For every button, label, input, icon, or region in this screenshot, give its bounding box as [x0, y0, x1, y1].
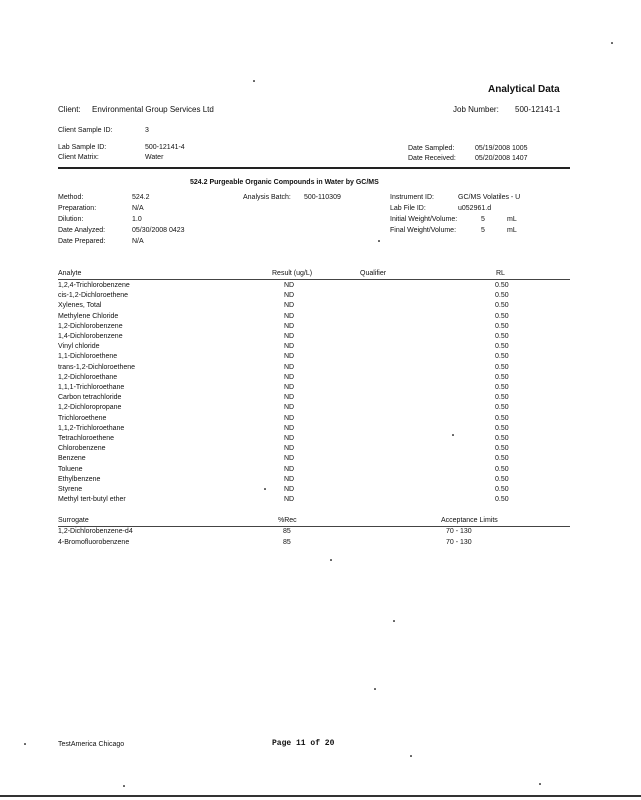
rl-value: 0.50 [495, 455, 509, 463]
rl-value: 0.50 [495, 475, 509, 483]
result-value: ND [284, 292, 295, 300]
scan-speck [410, 755, 412, 757]
instrument-id-label: Instrument ID: [390, 194, 434, 201]
result-value: ND [284, 465, 295, 473]
rl-value: 0.50 [495, 353, 509, 361]
date-prepared-label: Date Prepared: [58, 238, 106, 245]
rl-value: 0.50 [495, 373, 509, 381]
scan-speck [393, 620, 395, 622]
rl-value: 0.50 [495, 445, 509, 453]
instrument-id-value: GC/MS Volatiles - U [458, 194, 521, 201]
col-qualifier-header: Qualifier [360, 270, 387, 277]
analyte-name: Methyl tert-butyl ether [58, 496, 126, 504]
acceptance-limits: 70 - 130 [446, 528, 472, 535]
method-label: Method: [58, 194, 84, 201]
scan-speck [330, 559, 332, 561]
result-value: ND [284, 475, 295, 483]
analyte-name: Carbon tetrachloride [58, 394, 122, 402]
analyte-name: Benzene [58, 455, 86, 463]
client-sample-id-value: 3 [145, 127, 149, 134]
result-value: ND [284, 302, 295, 310]
analyte-name: Ethylbenzene [58, 475, 101, 483]
result-value: ND [284, 363, 295, 371]
result-value: ND [284, 496, 295, 504]
rl-value: 0.50 [495, 384, 509, 391]
result-value: ND [284, 394, 295, 402]
scan-speck [378, 240, 380, 242]
analyte-name: Tetrachloroethene [58, 435, 115, 442]
client-label: Client: [58, 105, 81, 114]
job-number-label: Job Number: [453, 105, 499, 114]
result-value: ND [284, 343, 295, 351]
result-value: ND [284, 282, 295, 289]
analyte-name: 1,1-Dichloroethene [58, 353, 118, 361]
col-rl-header: RL [496, 270, 505, 277]
analyte-name: 1,2,4-Trichlorobenzene [58, 282, 130, 289]
col-rec-header: %Rec [278, 517, 297, 524]
preparation-label: Preparation: [58, 205, 97, 212]
client-value: Environmental Group Services Ltd [92, 105, 214, 114]
analyte-name: Styrene [58, 486, 83, 493]
lab-sample-id-value: 500-12141-4 [145, 144, 185, 151]
rec-value: 85 [283, 528, 291, 535]
analyte-name: Vinyl chloride [58, 343, 100, 351]
rl-value: 0.50 [495, 424, 509, 432]
analysis-batch-label: Analysis Batch: [243, 194, 291, 201]
rl-value: 0.50 [495, 322, 509, 330]
analyte-name: 1,1,1-Trichloroethane [58, 384, 125, 391]
client-sample-id-label: Client Sample ID: [58, 127, 113, 134]
date-prepared-value: N/A [132, 238, 144, 245]
col-result-header: Result (ug/L) [272, 270, 313, 277]
col-acceptance-header: Acceptance Limits [441, 517, 498, 524]
rl-value: 0.50 [495, 394, 509, 402]
method-value: 524.2 [132, 194, 150, 201]
analysis-batch-value: 500-110309 [304, 194, 341, 201]
section-title: 524.2 Purgeable Organic Compounds in Water by GC/MS [190, 179, 379, 186]
header-divider [58, 167, 570, 169]
scan-speck [264, 488, 266, 490]
rl-value: 0.50 [495, 414, 509, 422]
final-volume-unit: mL [507, 227, 517, 234]
rl-value: 0.50 [495, 282, 509, 289]
result-value: ND [284, 445, 295, 453]
lab-sample-id-label: Lab Sample ID: [58, 144, 107, 151]
analyte-name: 1,1,2-Trichloroethane [58, 424, 125, 432]
rl-value: 0.50 [495, 404, 509, 412]
result-value: ND [284, 333, 295, 340]
date-sampled-label: Date Sampled: [408, 145, 455, 152]
rec-value: 85 [283, 538, 291, 546]
analyte-name: Xylenes, Total [58, 302, 102, 310]
dilution-label: Dilution: [58, 216, 84, 223]
date-received-value: 05/20/2008 1407 [475, 155, 528, 162]
analyte-name: 1,2-Dichloropropane [58, 404, 122, 412]
result-value: ND [284, 435, 295, 442]
preparation-value: N/A [132, 205, 144, 212]
rl-value: 0.50 [495, 435, 509, 442]
lab-file-id-label: Lab File ID: [390, 205, 426, 212]
analyte-name: Trichloroethene [58, 414, 107, 422]
result-value: ND [284, 373, 295, 381]
analyte-name: Toluene [58, 465, 83, 473]
date-received-label: Date Received: [408, 155, 456, 162]
result-value: ND [284, 424, 295, 432]
scan-speck [452, 434, 454, 436]
surrogate-name: 4-Bromofluorobenzene [58, 538, 130, 546]
rl-value: 0.50 [495, 465, 509, 473]
date-analyzed-label: Date Analyzed: [58, 227, 106, 234]
footer-lab-name: TestAmerica Chicago [58, 741, 125, 748]
rl-value: 0.50 [495, 302, 509, 310]
surrogate-name: 1,2-Dichlorobenzene-d4 [58, 528, 133, 535]
final-volume-label: Final Weight/Volume: [390, 227, 457, 234]
date-analyzed-value: 05/30/2008 0423 [132, 227, 185, 234]
scan-speck [123, 785, 125, 787]
analyte-name: Methylene Chloride [58, 312, 119, 320]
job-number-value: 500-12141-1 [515, 105, 561, 114]
page-title: Analytical Data [488, 84, 560, 95]
rl-value: 0.50 [495, 312, 509, 320]
rl-value: 0.50 [495, 363, 509, 371]
page-number: Page 11 of 20 [272, 739, 335, 748]
result-value: ND [284, 312, 295, 320]
result-value: ND [284, 404, 295, 412]
results-header-rule [58, 279, 570, 280]
rl-value: 0.50 [495, 333, 509, 340]
initial-volume-value: 5 [481, 216, 485, 223]
rl-value: 0.50 [495, 292, 509, 300]
analyte-name: cis-1,2-Dichloroethene [58, 292, 129, 300]
scan-speck [611, 42, 613, 44]
analyte-name: 1,2-Dichloroethane [58, 373, 118, 381]
analyte-name: 1,4-Dichlorobenzene [58, 333, 123, 340]
date-sampled-value: 05/19/2008 1005 [475, 145, 528, 152]
surrogate-header-rule [58, 526, 570, 527]
scan-bottom-edge [0, 795, 641, 797]
scan-speck [24, 743, 26, 745]
acceptance-limits: 70 - 130 [446, 538, 472, 546]
client-matrix-value: Water [145, 154, 164, 161]
initial-volume-label: Initial Weight/Volume: [390, 216, 458, 223]
analyte-name: Chlorobenzene [58, 445, 106, 453]
rl-value: 0.50 [495, 486, 509, 493]
analyte-name: trans-1,2-Dichloroethene [58, 363, 136, 371]
scan-speck [253, 80, 255, 82]
result-value: ND [284, 322, 295, 330]
result-value: ND [284, 486, 295, 493]
rl-value: 0.50 [495, 496, 509, 504]
analyte-name: 1,2-Dichlorobenzene [58, 322, 123, 330]
lab-file-id-value: u052961.d [458, 205, 492, 212]
rl-value: 0.50 [495, 343, 509, 351]
scan-speck [539, 783, 541, 785]
final-volume-value: 5 [481, 227, 485, 234]
scan-speck [374, 688, 376, 690]
result-value: ND [284, 414, 295, 422]
result-value: ND [284, 384, 295, 391]
result-value: ND [284, 455, 295, 463]
col-surrogate-header: Surrogate [58, 517, 89, 524]
initial-volume-unit: mL [507, 216, 517, 223]
dilution-value: 1.0 [132, 216, 142, 223]
client-matrix-label: Client Matrix: [58, 154, 99, 161]
result-value: ND [284, 353, 295, 361]
col-analyte-header: Analyte [58, 270, 82, 277]
